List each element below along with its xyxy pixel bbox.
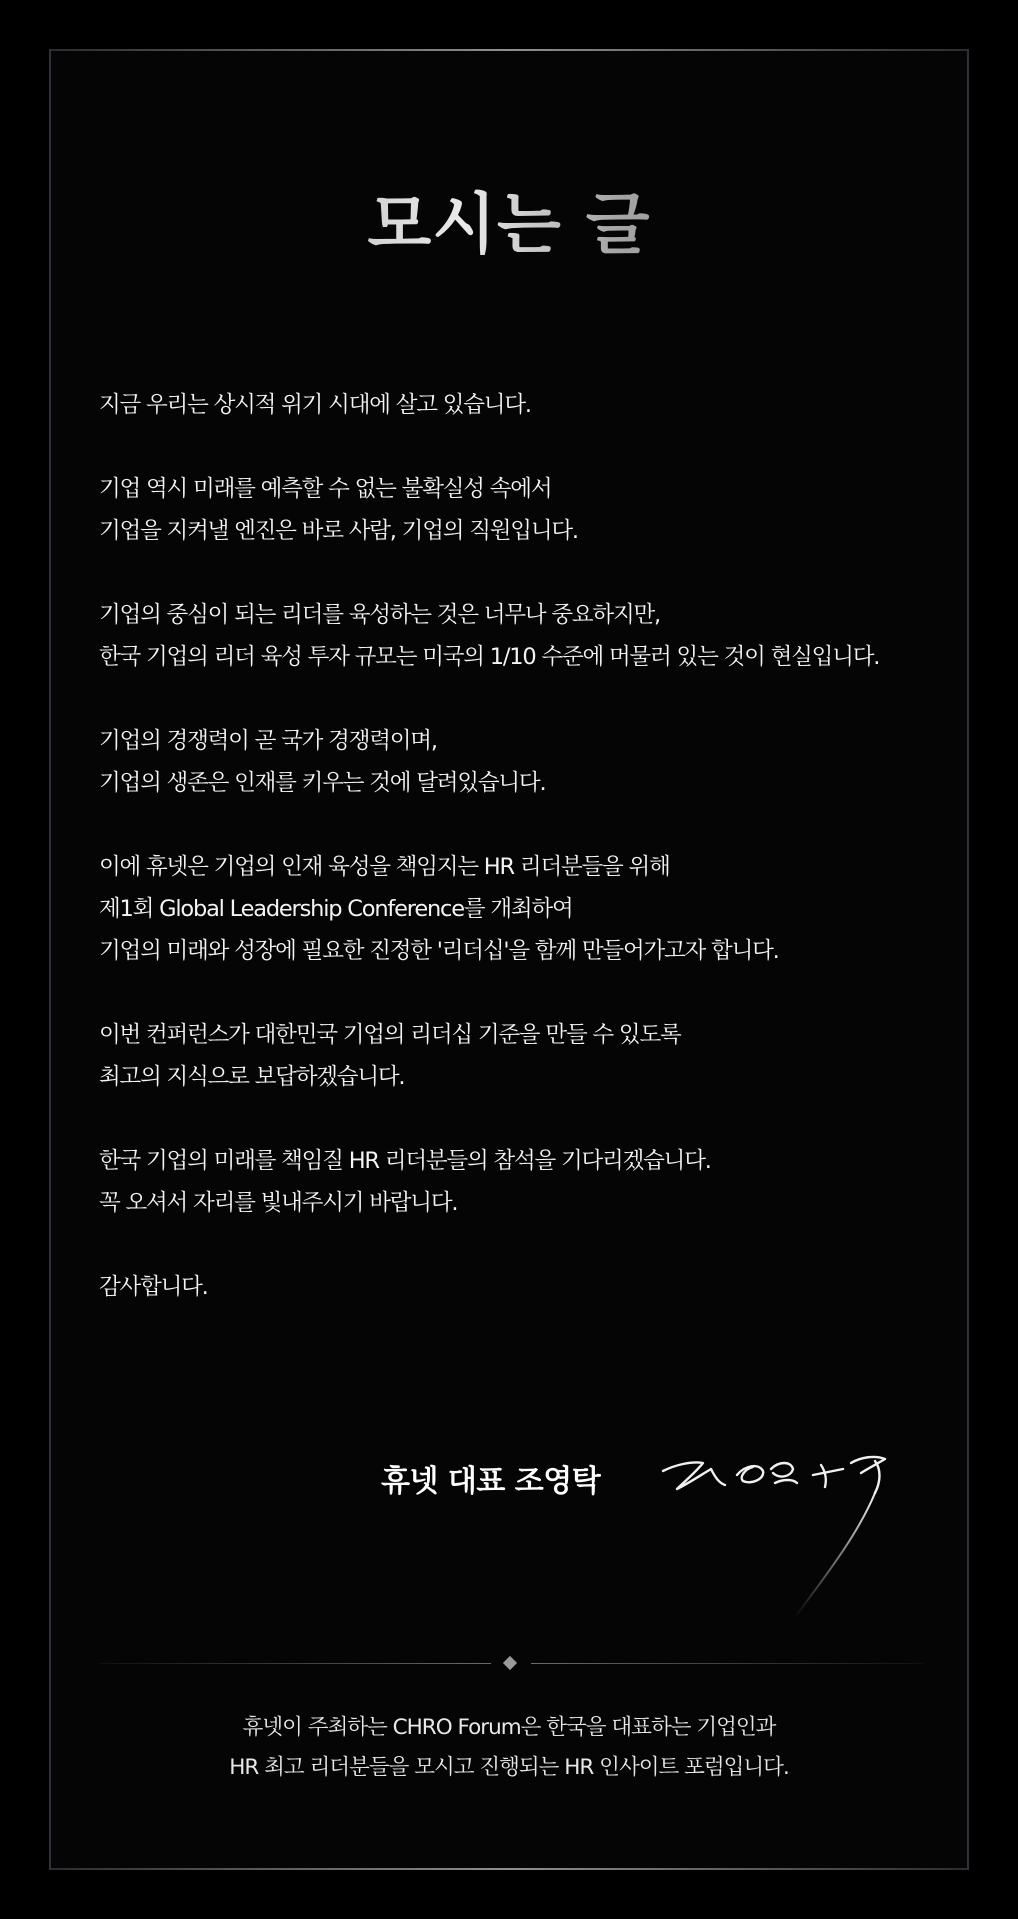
letter-line: 기업을 지켜낼 엔진은 바로 사람, 기업의 직원입니다. xyxy=(99,518,578,544)
page-title: 모시는 글 xyxy=(51,171,967,266)
letter-paragraph xyxy=(99,1014,979,1098)
letter-paragraph xyxy=(99,1266,979,1308)
invitation-letter-body xyxy=(99,384,979,1350)
footer-line: HR 최고 리더분들을 모시고 진행되는 HR 인사이트 포럼입니다. xyxy=(229,1755,789,1780)
letter-paragraph xyxy=(99,720,979,804)
letter-line: 기업의 미래와 성장에 필요한 진정한 '리더십'을 함께 만들어가고자 합니다. xyxy=(99,938,779,964)
letter-closing: 감사합니다. xyxy=(99,1274,208,1300)
letter-line: 지금 우리는 상시적 위기 시대에 살고 있습니다. xyxy=(99,392,531,418)
signature-icon xyxy=(655,1399,925,1619)
letter-paragraph xyxy=(99,468,979,552)
divider-rule-right xyxy=(531,1663,923,1664)
letter-line: 꼭 오셔서 자리를 빛내주시기 바랍니다. xyxy=(99,1190,458,1216)
footer-line: 휴넷이 주최하는 CHRO Forum은 한국을 대표하는 기업인과 xyxy=(242,1715,776,1740)
letter-frame xyxy=(49,49,969,1870)
letter-line: 최고의 지식으로 보답하겠습니다. xyxy=(99,1064,405,1090)
divider-rule-left xyxy=(99,1663,491,1664)
letter-paragraph xyxy=(99,594,979,678)
diamond-icon xyxy=(503,1656,517,1670)
letter-line: 한국 기업의 미래를 책임질 HR 리더분들의 참석을 기다리겠습니다. xyxy=(99,1148,711,1174)
section-divider xyxy=(99,1657,923,1671)
forum-description xyxy=(51,1708,967,1788)
letter-line: 제1회 Global Leadership Conference를 개최하여 xyxy=(99,896,573,922)
letter-line: 기업의 경쟁력이 곧 국가 경쟁력이며, xyxy=(99,728,437,754)
letter-paragraph xyxy=(99,1140,979,1224)
letter-line: 이에 휴넷은 기업의 인재 육성을 책임지는 HR 리더분들을 위해 xyxy=(99,854,670,880)
letter-line: 기업의 중심이 되는 리더를 육성하는 것은 너무나 중요하지만, xyxy=(99,602,660,628)
letter-line: 한국 기업의 리더 육성 투자 규모는 미국의 1/10 수준에 머물러 있는 것이 현실입니다. xyxy=(99,644,880,670)
letter-paragraph xyxy=(99,384,979,426)
letter-line: 기업의 생존은 인재를 키우는 것에 달려있습니다. xyxy=(99,770,546,796)
signer-name: 휴넷 대표 조영탁 xyxy=(381,1464,601,1499)
letter-line: 기업 역시 미래를 예측할 수 없는 불확실성 속에서 xyxy=(99,476,552,502)
letter-line: 이번 컨퍼런스가 대한민국 기업의 리더십 기준을 만들 수 있도록 xyxy=(99,1022,681,1048)
letter-paragraph xyxy=(99,846,979,972)
